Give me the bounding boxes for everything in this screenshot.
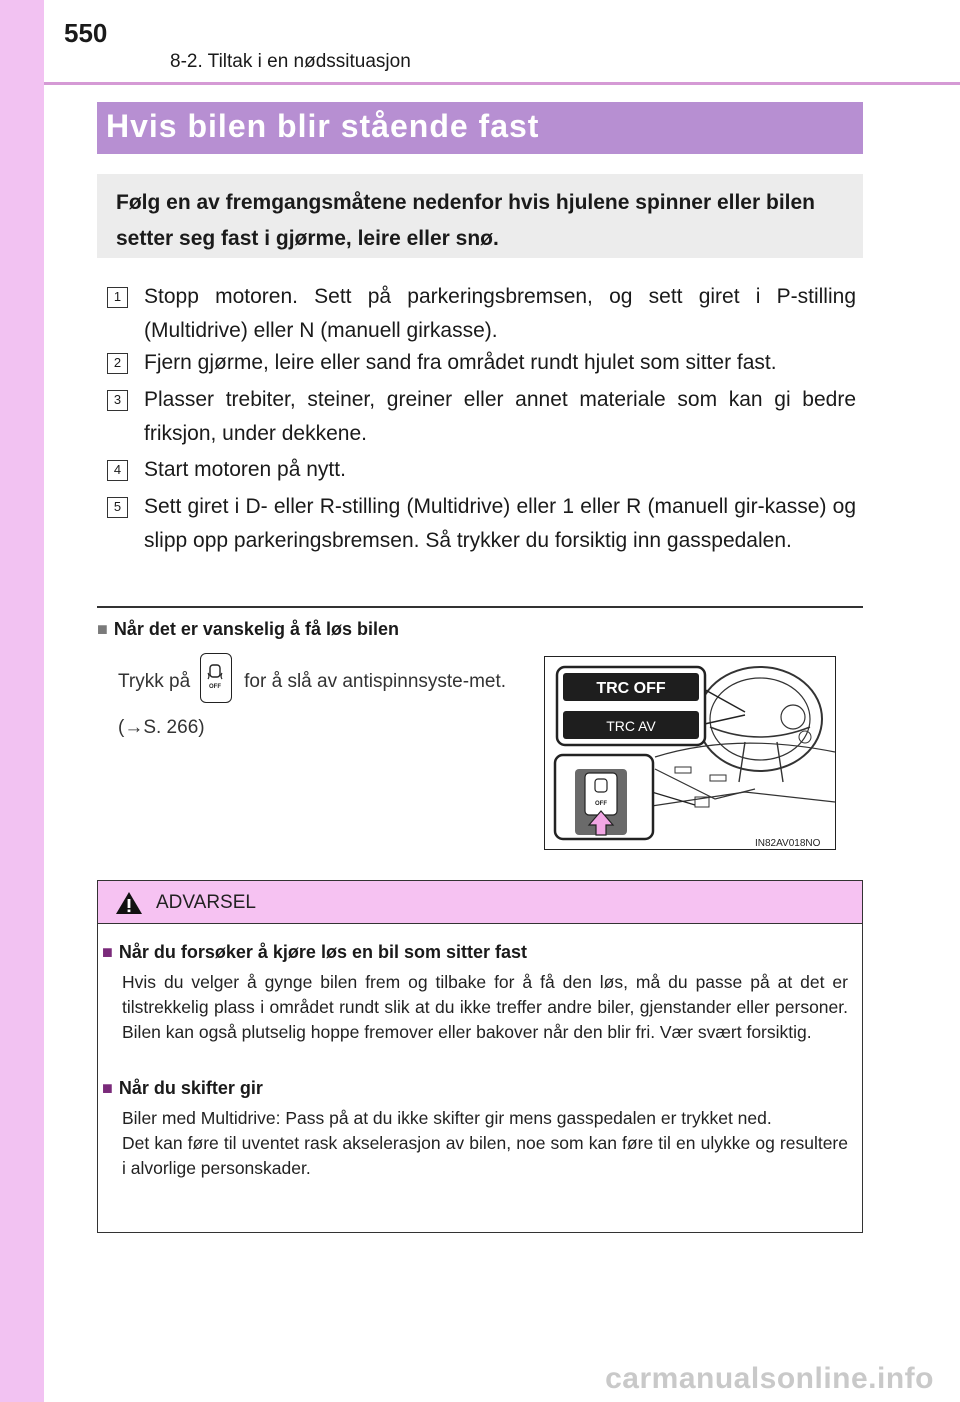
section-header: 8-2. Tiltak i en nødssituasjon — [170, 51, 411, 72]
instruction-text-before: Trykk på — [118, 671, 191, 693]
step-text-5: Sett giret i D- eller R-stilling (Multidrive) eller 1 eller R (manuell gir-kasse) og slipp opp parkeringsbremsen. Så trykker du forsiktig inn gasspedalen. — [144, 495, 856, 552]
warning-title: ADVARSEL — [156, 892, 256, 913]
trc-av-label: TRC AV — [606, 718, 656, 734]
warning-triangle-icon — [115, 891, 143, 920]
trc-instruction — [118, 657, 522, 749]
svg-text:OFF: OFF — [209, 684, 222, 690]
bullet-square-icon: ■ — [102, 1078, 113, 1098]
svg-text:OFF: OFF — [595, 801, 607, 807]
warning-paragraph: Det kan føre til uventet rask akselerasjon av bilen, noe som kan føre til en ulykke og resultere i alvorlige personskader. — [122, 1133, 848, 1178]
warning-body-1 — [122, 970, 848, 1045]
step-number-4: 4 — [107, 460, 128, 481]
step-number-5: 5 — [107, 497, 128, 518]
intro-text: Følg en av fremgangsmåtene nedenfor hvis hjulene spinner eller bilen setter seg fast i gjørme, leire eller snø. — [116, 191, 815, 250]
warning-subheading-1: ■ Når du forsøker å kjøre løs en bil som sitter fast — [102, 942, 527, 962]
section-divider — [97, 606, 863, 608]
subsection-heading: ■ Når det er vanskelig å få løs bilen — [97, 619, 399, 639]
bullet-square-icon: ■ — [102, 942, 113, 962]
warning-paragraph: Biler med Multidrive: Pass på at du ikke skifter gir mens gasspedalen er trykket ned. — [122, 1108, 772, 1128]
step-number-1: 1 — [107, 287, 128, 308]
warning-body-2 — [122, 1106, 848, 1181]
trc-off-label: TRC OFF — [596, 680, 666, 697]
header-divider — [44, 82, 960, 85]
warning-subheading-2: ■ Når du skifter gir — [102, 1078, 263, 1098]
step-number-3: 3 — [107, 390, 128, 411]
intro-box — [97, 174, 863, 258]
title-banner — [97, 102, 863, 154]
page-number: 550 — [64, 18, 108, 48]
watermark: carmanualsonline.info — [605, 1362, 934, 1395]
instruction-text-after: for å slå av antispinnsyste-met. (→S. 266) — [118, 671, 507, 738]
dashboard-illustration — [544, 656, 836, 850]
bullet-square-icon: ■ — [97, 619, 108, 639]
step-text-2: Fjern gjørme, leire eller sand fra området rundt hjulet som sitter fast. — [144, 351, 777, 374]
warning-box — [97, 880, 863, 1233]
warning-paragraph: Hvis du velger å gynge bilen frem og tilbake for å få den løs, må du passe på at det er tilstrekkelig plass i området rundt slik at du ikke treffer andre biler, gjenstander eller personer. Bilen kan også plutselig hoppe fremover eller bakover når den blir fri. Vær svært forsiktig. — [122, 972, 848, 1042]
page-title: Hvis bilen blir stående fast — [106, 108, 540, 144]
step-text-1: Stopp motoren. Sett på parkeringsbremsen, og sett giret i P-stilling (Multidrive) eller N (manuell girkasse). — [144, 285, 856, 342]
warning-header — [98, 881, 862, 924]
trc-off-button-icon — [200, 653, 232, 703]
illustration-code: IN82AV018NO — [755, 838, 821, 849]
step-number-2: 2 — [107, 353, 128, 374]
step-text-3: Plasser trebiter, steiner, greiner eller annet materiale som kan gi bedre friksjon, under dekkene. — [144, 388, 856, 445]
step-text-4: Start motoren på nytt. — [144, 458, 346, 481]
side-color-bar — [0, 0, 44, 1402]
